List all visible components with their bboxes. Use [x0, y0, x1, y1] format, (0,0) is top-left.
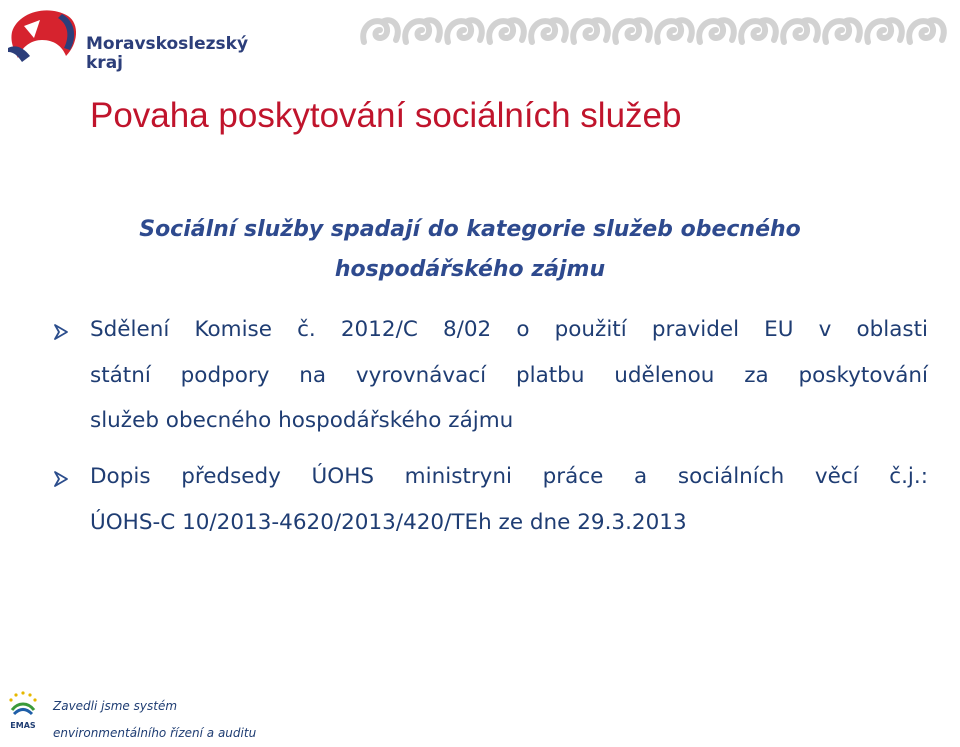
bullet-line: Dopis předsedy ÚOHS ministryni práce a sociálních věcí č.j.:: [90, 464, 928, 489]
subtitle-line-2: hospodářského zájmu: [334, 257, 606, 282]
moravskoslezsky-kraj-logo: [4, 4, 249, 73]
subtitle-line-1: Sociální služby spadají do kategorie služeb obecného: [139, 217, 801, 242]
emas-logo-icon: [4, 688, 42, 738]
bullet-line: služeb obecného hospodářského zájmu: [90, 408, 514, 433]
logo-line-2: kraj: [86, 53, 123, 73]
logo-wordmark: [86, 35, 248, 73]
bullet-line: Sdělení Komise č. 2012/C 8/02 o použití pravidel EU v oblasti: [90, 317, 928, 342]
arrow-bullet-icon: [52, 470, 70, 488]
bullet-item: [90, 307, 928, 444]
ornament-pattern-icon: [358, 12, 956, 52]
bullet-line: státní podpory na vyrovnávací platbu udělenou za poskytování: [90, 362, 928, 388]
footer-line-1: Zavedli jsme systém: [53, 699, 178, 713]
logo-line-1: Moravskoslezský: [86, 34, 249, 54]
region-emblem-icon: [4, 4, 86, 70]
slide-title: Povaha poskytování sociálních služeb: [90, 96, 682, 135]
slide-subtitle: [60, 210, 880, 290]
footer-line-2: environmentálního řízení a auditu: [53, 726, 257, 740]
emas-label: EMAS: [10, 721, 36, 730]
bullet-item: [90, 454, 928, 545]
arrow-bullet-icon: [52, 323, 70, 341]
bullet-line: ÚOHS-C 10/2013-4620/2013/420/TEh ze dne 29.3.2013: [90, 509, 687, 535]
footer-note: [53, 693, 256, 747]
